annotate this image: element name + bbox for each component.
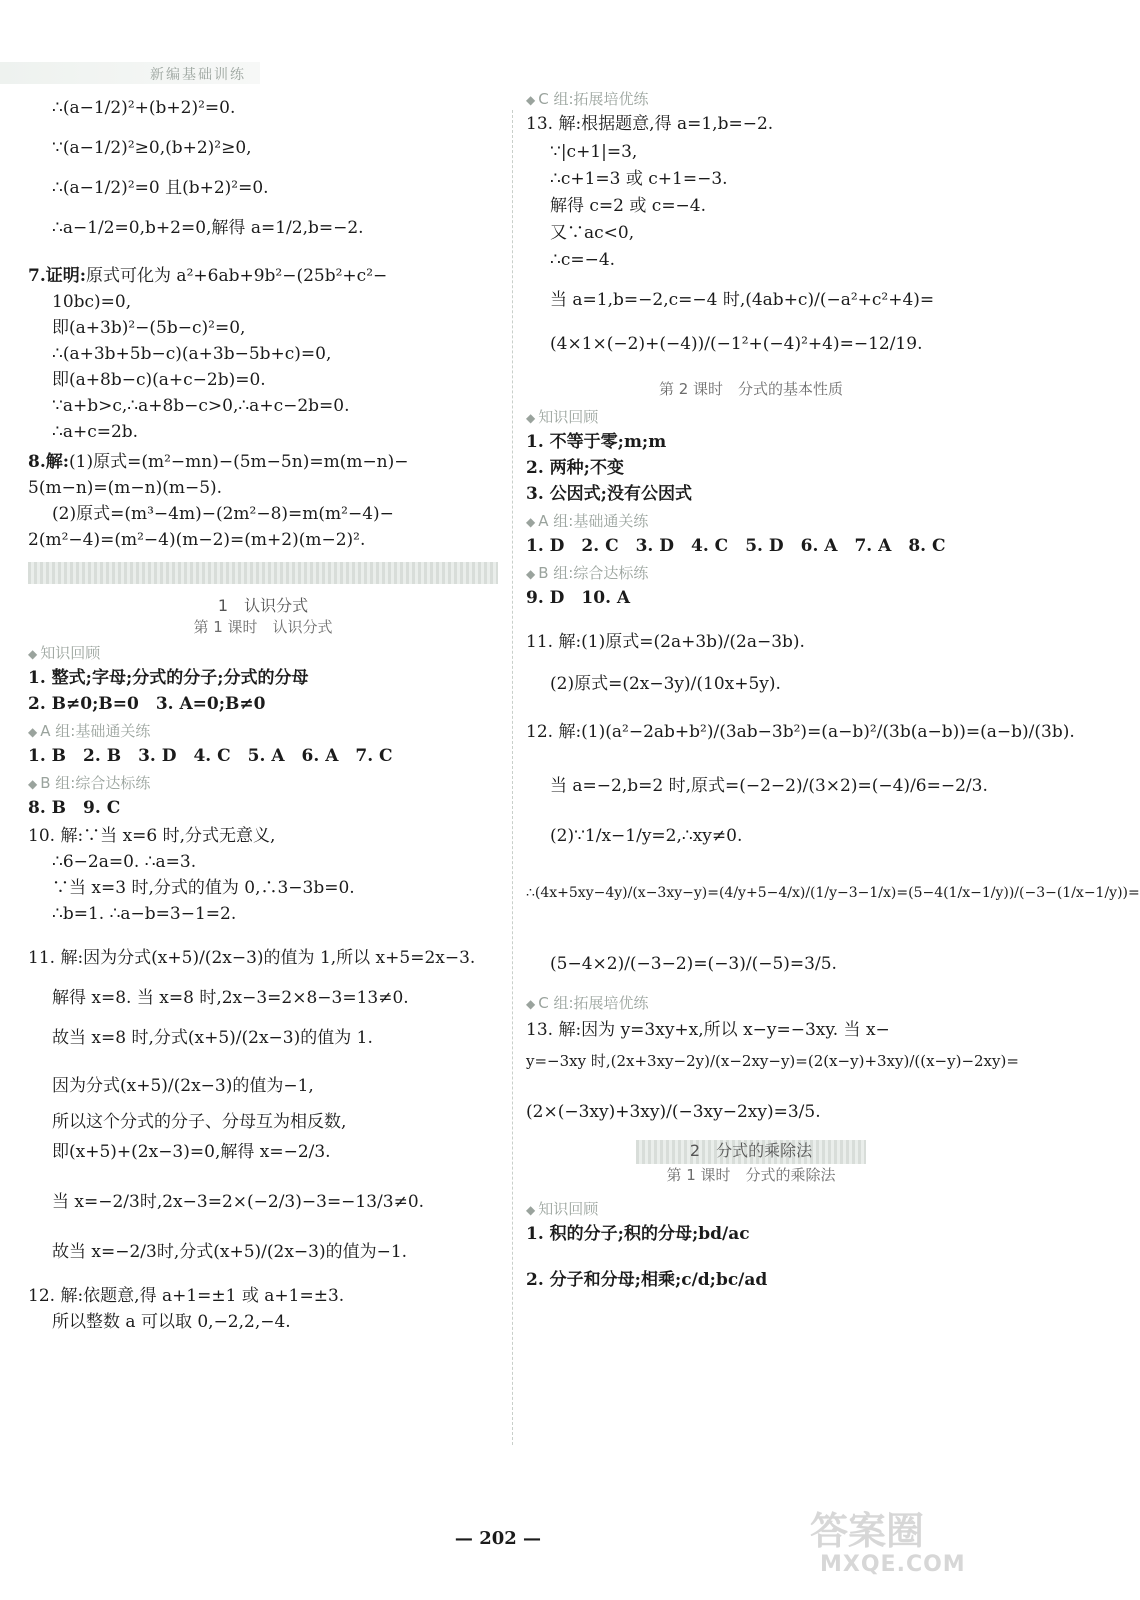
- chapter-title: 2 分式的乘除法: [689, 1141, 813, 1160]
- lesson-title: 第 1 课时 分式的乘除法: [666, 1166, 836, 1184]
- watermark-logo: [810, 1500, 980, 1590]
- text-line: 11. 解:(1)原式=(2a+3b)/(2a−3b).: [526, 632, 805, 652]
- text-line: 2(m²−4)=(m²−4)(m−2)=(m+2)(m−2)².: [28, 530, 366, 550]
- text-line: (4×1×(−2)+(−4))/(−1²+(−4)²+4)=−12/19.: [550, 334, 923, 354]
- text-line: ∴(a−1/2)²=0 且(b+2)²=0.: [52, 178, 269, 198]
- text-line: 12. 解:(1)(a²−2ab+b²)/(3ab−3b²)=(a−b)²/(3b(a−b))=(a−b)/(3b).: [526, 722, 1075, 742]
- text-line: y=−3xy 时,(2x+3xy−2y)/(x−2xy−y)=(2(x−y)+3xy)/((x−y)−2xy)=: [526, 1052, 1019, 1070]
- chapter-title: 1 认识分式: [217, 596, 309, 615]
- answer-line: 1. B 2. B 3. D 4. C 5. A 6. A 7. C: [28, 746, 393, 766]
- text-line: ∵(a−1/2)²≥0,(b+2)²≥0,: [52, 138, 252, 158]
- text-line: 10bc)=0,: [52, 292, 132, 312]
- text-line: 5(m−n)=(m−n)(m−5).: [28, 478, 223, 498]
- text-line: (2)∵1/x−1/y=2,∴xy≠0.: [550, 826, 743, 846]
- section-heading: ◆ 知识回顾: [526, 1200, 599, 1218]
- diamond-icon: ◆: [526, 515, 536, 529]
- text-line: ∴b=1. ∴a−b=3−1=2.: [52, 904, 237, 924]
- diamond-icon: ◆: [526, 997, 536, 1011]
- answer-line: 2. 分子和分母;相乘;c/d;bc/ad: [526, 1270, 768, 1290]
- series-title: 新编基础训练: [150, 67, 246, 83]
- question-7: [28, 268, 498, 294]
- answer-line: 1. D 2. C 3. D 4. C 5. D 6. A 7. A 8. C: [526, 536, 946, 556]
- chapter-banner: [28, 562, 498, 584]
- section-heading: ◆ C 组:拓展培优练: [526, 994, 649, 1012]
- answer-line: 1. 积的分子;积的分母;bd/ac: [526, 1224, 750, 1244]
- text-line: ∵|c+1|=3,: [550, 142, 638, 162]
- text-line: 即(a+8b−c)(a+c−2b)=0.: [52, 370, 266, 390]
- right-column: [526, 90, 1140, 1302]
- watermark-text: 答案圈: [810, 1509, 925, 1553]
- answer-line: 3. 公因式;没有公因式: [526, 484, 692, 504]
- question-number: 8.: [28, 452, 46, 472]
- text-line: 12. 解:依题意,得 a+1=±1 或 a+1=±3.: [28, 1286, 345, 1306]
- diamond-icon: ◆: [526, 93, 536, 107]
- lesson-title: 第 1 课时 认识分式: [193, 618, 333, 636]
- section-heading: ◆ B 组:综合达标练: [526, 564, 649, 582]
- text-line: ∴(4x+5xy−4y)/(x−3xy−y)=(4/y+5−4/x)/(1/y−3−1/x)=(5−4(1/x−1/y))/(−3−(1/x−1/y))=: [526, 885, 1140, 901]
- text-line: 又∵ac<0,: [550, 223, 635, 243]
- text-line: ∴c+1=3 或 c+1=−3.: [550, 169, 728, 189]
- left-column: [28, 100, 498, 1340]
- text-line: 当 a=1,b=−2,c=−4 时,(4ab+c)/(−a²+c²+4)=: [550, 290, 935, 310]
- lesson-title: 第 2 课时 分式的基本性质: [658, 380, 844, 398]
- answer-line: 9. D 10. A: [526, 588, 631, 608]
- text-line: 当 x=−2/3时,2x−3=2×(−2/3)−3=−13/3≠0.: [52, 1192, 425, 1212]
- text-line: 11. 解:因为分式(x+5)/(2x−3)的值为 1,所以 x+5=2x−3.: [28, 948, 476, 968]
- section-heading: ◆ A 组:基础通关练: [526, 512, 649, 530]
- text-line: 因为分式(x+5)/(2x−3)的值为−1,: [52, 1076, 314, 1096]
- text-line: 原式可化为 a²+6ab+9b²−(25b²+c²−: [86, 266, 388, 286]
- chapter-banner: [636, 1140, 866, 1164]
- text-line: ∴c=−4.: [550, 250, 616, 270]
- diamond-icon: ◆: [526, 411, 536, 425]
- text-line: (1)原式=(m²−mn)−(5m−5n)=m(m−n)−: [69, 452, 409, 472]
- watermark-url: MXQE.COM: [820, 1552, 966, 1577]
- text-line: 故当 x=8 时,分式(x+5)/(2x−3)的值为 1.: [52, 1028, 373, 1048]
- question-keyword: 解:: [45, 452, 70, 472]
- text-line: (2)原式=(m³−4m)−(2m²−8)=m(m²−4)−: [52, 504, 394, 524]
- section-heading: ◆ A 组:基础通关练: [28, 722, 151, 740]
- text-line: 解得 x=8. 当 x=8 时,2x−3=2×8−3=13≠0.: [52, 988, 409, 1008]
- answer-line: 8. B 9. C: [28, 798, 121, 818]
- page-number: — 202 —: [454, 1528, 542, 1549]
- diamond-icon: ◆: [28, 647, 38, 661]
- text-line: (2)原式=(2x−3y)/(10x+5y).: [550, 674, 781, 694]
- text-line: 13. 解:根据题意,得 a=1,b=−2.: [526, 114, 774, 134]
- section-heading: ◆ 知识回顾: [28, 644, 101, 662]
- diamond-icon: ◆: [28, 725, 38, 739]
- text-line: 13. 解:因为 y=3xy+x,所以 x−y=−3xy. 当 x−: [526, 1020, 890, 1040]
- diamond-icon: ◆: [28, 777, 38, 791]
- text-line: ∴6−2a=0. ∴a=3.: [52, 852, 197, 872]
- section-heading: ◆ B 组:综合达标练: [28, 774, 151, 792]
- question-keyword: 证明:: [45, 266, 87, 286]
- text-line: 即(x+5)+(2x−3)=0,解得 x=−2/3.: [52, 1142, 331, 1162]
- text-line: ∴(a−1/2)²+(b+2)²=0.: [52, 98, 236, 118]
- text-line: ∴(a+3b+5b−c)(a+3b−5b+c)=0,: [52, 344, 332, 364]
- text-line: 所以整数 a 可以取 0,−2,2,−4.: [52, 1312, 291, 1332]
- diamond-icon: ◆: [526, 567, 536, 581]
- section-heading: ◆ C 组:拓展培优练: [526, 90, 649, 108]
- text-line: (2×(−3xy)+3xy)/(−3xy−2xy)=3/5.: [526, 1102, 821, 1122]
- text-line: ∴a+c=2b.: [52, 422, 139, 442]
- question-number: 7.: [28, 266, 46, 286]
- text-line: 故当 x=−2/3时,分式(x+5)/(2x−3)的值为−1.: [52, 1242, 408, 1262]
- running-header: [0, 62, 260, 84]
- text-line: 解得 c=2 或 c=−4.: [550, 196, 707, 216]
- text-line: 10. 解:∵当 x=6 时,分式无意义,: [28, 826, 276, 846]
- column-divider: [512, 110, 513, 1445]
- text-line: ∴a−1/2=0,b+2=0,解得 a=1/2,b=−2.: [52, 218, 364, 238]
- text-line: ∵a+b>c,∴a+8b−c>0,∴a+c−2b=0.: [52, 396, 350, 416]
- answer-line: 1. 不等于零;m;m: [526, 432, 667, 452]
- answer-line: 1. 整式;字母;分式的分子;分式的分母: [28, 668, 309, 688]
- text-line: 所以这个分式的分子、分母互为相反数,: [52, 1112, 347, 1132]
- answer-line: 2. 两种;不变: [526, 458, 624, 478]
- text-line: ∵当 x=3 时,分式的值为 0,∴3−3b=0.: [52, 878, 355, 898]
- text-line: 即(a+3b)²−(5b−c)²=0,: [52, 318, 246, 338]
- diamond-icon: ◆: [526, 1203, 536, 1217]
- question-8: [28, 454, 498, 480]
- text-line: 当 a=−2,b=2 时,原式=(−2−2)/(3×2)=(−4)/6=−2/3.: [550, 776, 988, 796]
- text-line: (5−4×2)/(−3−2)=(−3)/(−5)=3/5.: [550, 954, 837, 974]
- answer-line: 2. B≠0;B=0 3. A=0;B≠0: [28, 694, 266, 714]
- section-heading: ◆ 知识回顾: [526, 408, 599, 426]
